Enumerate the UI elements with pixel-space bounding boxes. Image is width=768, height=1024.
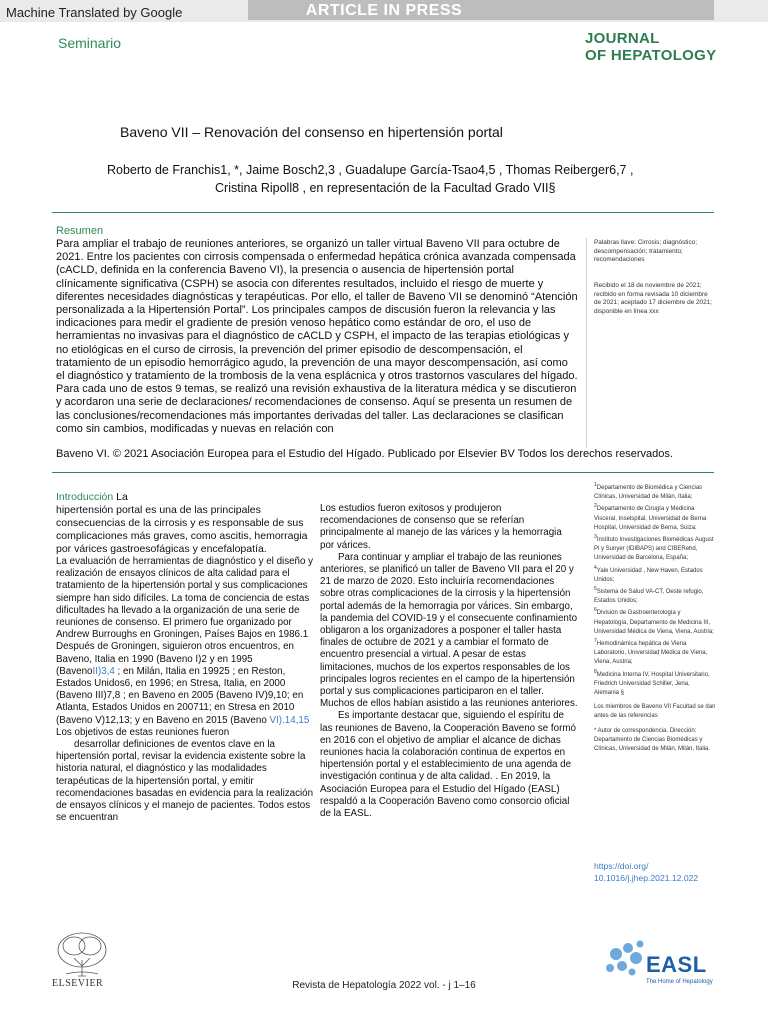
- affiliation-number: 3: [594, 534, 597, 541]
- affiliations: [594, 481, 716, 754]
- col2-paragraph-4: Es importante destacar que, siguiendo el espíritu de las reuniones de Baveno, la Cooperación Baveno se formó en 2016 con el objetivo de ampliar el alcance de dichas reuniones hacia la colaboración continua de expertos en hipertensión portal y el establecimiento de una agenda de investigación continua y de alta calidad. . En 2019, la Asociación Europea para el Estudio del Hígado (EASL) respaldó a la Cooperación Baveno como consorcio oficial de la EASL.: [320, 710, 576, 820]
- corresponding-author: * Autor de correspondencia. Dirección: Departamento de Ciencias Biomédicas y Clínicas, Universidad de Milán, Milán, Italia.: [594, 727, 711, 753]
- affiliation-7: [594, 637, 716, 668]
- affiliation-text: Hemodinámica hepática de Viena Laboratorio, Universidad Médica de Viena, Viena, Austria;: [594, 641, 708, 666]
- journal-logo: [585, 30, 716, 64]
- affiliation-number: 8: [594, 668, 597, 675]
- affiliation-number: 1: [594, 482, 597, 488]
- article-in-press-label: ARTICLE IN PRESS: [305, 2, 463, 19]
- affiliation-text: Departamento de Biomédica y Ciencias Clínicas, Universidad de Milán, Italia;: [594, 485, 703, 501]
- affiliation-3: [594, 533, 716, 564]
- doi-link[interactable]: [594, 860, 714, 884]
- divider-top: [52, 212, 714, 213]
- reference-link[interactable]: VI).14,15: [266, 714, 310, 726]
- machine-translated-label: Machine Translated by Google: [6, 5, 183, 20]
- easl-wordmark: EASL: [646, 952, 707, 977]
- authors-line-1: Roberto de Franchis1, *, Jaime Bosch2,3 , Guadalupe García-Tsao4,5 , Thomas Reiberger6,7 ,: [107, 163, 634, 177]
- journal-logo-line1: JOURNAL: [585, 30, 660, 47]
- affiliation-number: 6: [594, 607, 597, 614]
- faculty-note: Los miembros de Baveno VII Facultad se dan antes de las referencias: [594, 704, 716, 720]
- keywords: Palabras llave: Cirrosis; diagnóstico; descompensación; tratamiento; recomendaciones: [594, 239, 698, 264]
- publisher-name: ELSEVIER: [52, 978, 104, 989]
- intro-p1-part-c: Los objetivos de estas reuniones fueron: [56, 726, 230, 738]
- abstract-copyright: Baveno VI. © 2021 Asociación Europea para el Estudio del Hígado. Publicado por Elsevier BV Todos los derechos reservados.: [56, 448, 673, 460]
- affiliation-8: [594, 668, 716, 699]
- affiliation-number: 2: [594, 503, 597, 510]
- affiliation-number: 5: [594, 586, 597, 593]
- sidebar-divider: [586, 238, 587, 448]
- col2-paragraph-3: Muchos de ellos habían asistido a las reuniones anteriores.: [320, 698, 578, 710]
- affiliation-4: [594, 564, 716, 585]
- intro-lead-paragraph: [56, 491, 314, 556]
- affiliation-text: Departamento de Cirugía y Medicina Visceral, Inselspital, Universidad de Berna Hospital, Universidad de Berna, Suiza;: [594, 506, 707, 531]
- journal-logo-line2: OF HEPATOLOGY: [585, 47, 717, 64]
- intro-lead-text: hipertensión portal es una de las principales consecuencias de la cirrosis y es responsable de sus complicaciones más graves, como ascitis, hemorragia por várices gastroesofágicas y encefalopatía.: [56, 504, 308, 555]
- affiliation-text: División de Gastroenterología y Hepatología, Departamento de Medicina III, Universidad Médica de Viena, Viena, Austria;: [594, 610, 714, 635]
- reference-link[interactable]: II)3,4: [92, 665, 115, 677]
- intro-heading: Introducción: [56, 491, 114, 503]
- doi-line-1[interactable]: https://doi.org/: [594, 861, 649, 871]
- article-dates: Recibido el 18 de noviembre de 2021; recibido en forma revisada 10 diciembre de 2021; aceptado 17 diciembre de 2021; disponible en línea xxx: [594, 282, 712, 315]
- authors-line-2: Cristina Ripoll8 , en representación de la Facultad Grado VII§: [215, 181, 556, 195]
- author-list: [107, 161, 667, 197]
- affiliation-text: Medicina Interna IV, Hospital Universitario, Friedrich Universidad Schiller, Jena, Alemania §: [594, 671, 710, 697]
- affiliation-6: [594, 606, 716, 637]
- col2-paragraph-1: Los estudios fueron exitosos y produjeron recomendaciones de consenso que se referían principalmente al manejo de las várices y la hemorragia por várices.: [320, 503, 562, 551]
- affiliation-number: 4: [594, 564, 597, 571]
- affiliation-text: refugio, Estados Unidos;: [594, 589, 704, 605]
- body-column-1: [56, 491, 314, 824]
- page-footer-citation: Revista de Hepatología 2022 vol. - j 1–16: [292, 980, 476, 991]
- section-label: Seminario: [58, 35, 122, 51]
- affiliation-text: New Haven, Estados Unidos;: [594, 567, 703, 583]
- intro-paragraph-1: [56, 556, 314, 739]
- affiliation-1: [594, 481, 716, 502]
- abstract-text: Para ampliar el trabajo de reuniones anteriores, se organizó un taller virtual Baveno VII para octubre de 2021. Entre los pacientes con cirrosis compensada o enfermedad hepática crónica avanzada compensada (cACLD, definida en la conferencia Baveno VI), la presencia o ausencia de hipertensión portal clínicamente significativa (CSPH) se asocia con diferentes resultados, incluido el riesgo de muerte y diferentes necesidades diagnósticas y terapéuticas. Por ello, el taller de Baveno VII se denominó “Atención personalizada a la Hipertensión Portal”. Los principales campos de discusión fueron la relevancia y las indicaciones para medir el gradiente de presión venoso hepático como estándar de oro, el uso de herramientas no invasivas para el diagnóstico de cACLD y CSPH, el impacto de las terapias etiológicas y no etiológicas en el curso de cirrosis, la prevención del primer episodio de descompensación, el tratamiento de un episodio hemorrágico agudo, la prevención de una mayor descompensación, así como el diagnóstico y tratamiento de la trombosis de la vena esplácnica y otros trastornos vasculares del hígado. Para cada uno de estos 9 temas, se realizó una revisión exhaustiva de la literatura médica y se discutieron y acordaron una serie de declaraciones/ recomendaciones de consenso. Aquí se presenta un resumen de las conclusiones/recomendaciones más importantes derivadas del taller. Las declaraciones se clasifican como sin cambios, modificadas y nuevas en relación con: [56, 238, 578, 435]
- col2-paragraph-2: Para continuar y ampliar el trabajo de las reuniones anteriores, se planificó un taller de Baveno VII para el 20 y 21 de marzo de 2020. Esto incluiría recomendaciones sobre otras complicaciones de la cirrosis y la hipertensión portal además de la hemorragia por várices. Sin embargo, la pandemia del COVID-19 y el consecuente confinamiento obligaron a los organizadores a posponer el taller hasta finales de octubre de 2021 y a cambiar el formato de encuentro presencial a virtual. A pesar de estas limitaciones, muchos de los expertos responsables de los principales logros recientes en el campo de la hipertensión portal y sus complicaciones participaron en el taller.: [320, 551, 578, 698]
- affiliation-5: [594, 585, 716, 606]
- affiliation-text: Yale Universidad ,: [596, 567, 646, 574]
- doi-line-2[interactable]: 10.1016/j.jhep.2021.12.022: [594, 873, 699, 883]
- intro-p1-part-b: ; en Milán, Italia en 19925 ; en Reston, Estados Unidos6, en 1996; en Stresa, Italia, en 2000 (Baveno III)7,8 ; en Baveno en 2005 (Baveno IV)9,10; en Atlanta, Estados Unidos en 200711; en Stresa en 2010 (Baveno V)12,13; y en Baveno en 2015 (Baveno: [56, 665, 304, 726]
- affiliation-text: Instituto Investigaciones Biomédicas August Pi y Sunyer (IDIBAPS) and CIBERehd, Universidad de Barcelona, España;: [594, 537, 714, 562]
- affiliation-2: [594, 502, 716, 533]
- intro-paragraph-2: desarrollar definiciones de eventos clave en la hipertensión portal, revisar la evidencia existente sobre la historia natural, el diagnóstico y las modalidades terapéuticas de la hipertensión portal, y emitir recomendaciones basadas en evidencia para la realización de ensayos clínicos y el manejo de pacientes. Todos estos se encuentran: [56, 739, 314, 824]
- affiliation-text: Sistema de Salud VA-CT, Oeste: [596, 589, 682, 596]
- divider-bottom: [52, 472, 714, 473]
- easl-tagline: The Home of Hepatology: [646, 979, 713, 985]
- intro-heading-rest: La: [113, 491, 128, 503]
- body-column-2: [320, 503, 578, 820]
- abstract-heading: Resumen: [56, 225, 104, 237]
- intro-p1-part-a: La evaluación de herramientas de diagnóstico y el diseño y realización de ensayos clínicos de alta calidad para el tratamiento de la hipertensión portal y sus complicaciones siempre han sido difíciles. La toma de conciencia de estas dificultades ha llevado a la organización de una serie de reuniones de consenso. El primero fue organizado por Andrew Burroughs en Groningen, Países Bajos en 1986.1 Después de Groningen, siguieron otros encuentros, en Baveno, Italia en 1990 (Baveno I)2 y en 1995 (Baveno: [56, 556, 314, 677]
- article-title: Baveno VII – Renovación del consenso en hipertensión portal: [120, 124, 503, 140]
- affiliation-number: 7: [594, 638, 597, 645]
